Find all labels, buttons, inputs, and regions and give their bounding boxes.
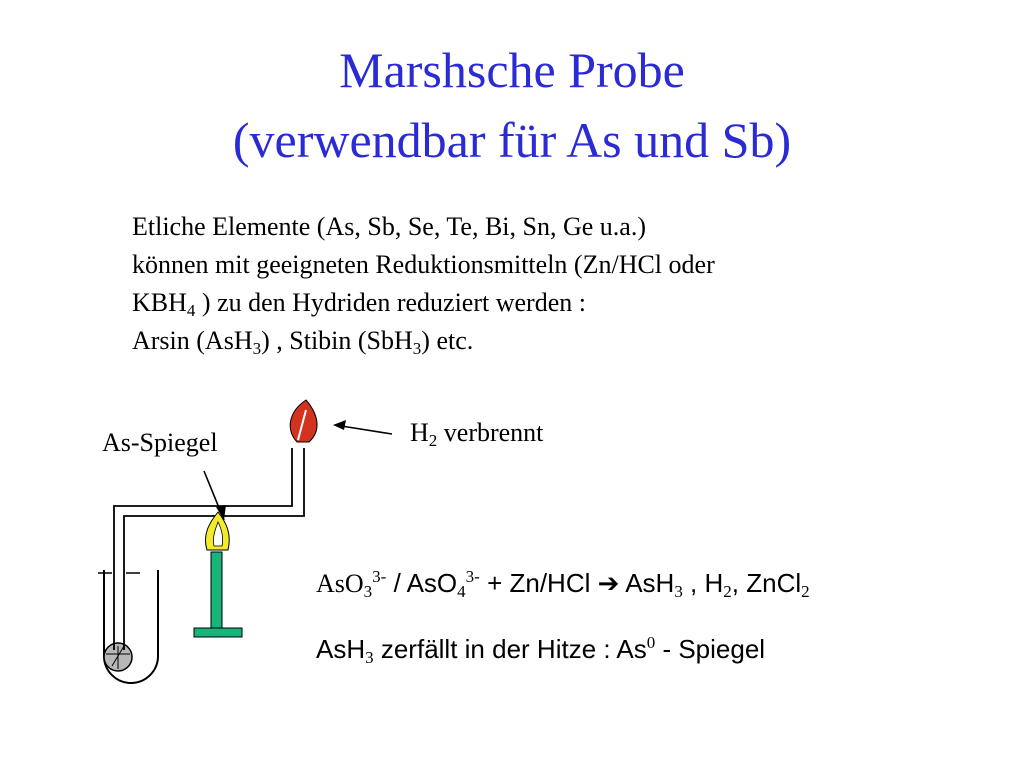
eq1-zncl2: , ZnCl [731,568,802,598]
eq2-as0-sup: 0 [646,633,656,652]
eq1-aso3: AsO [316,569,364,598]
eq1-znhcl: Zn/HCl [509,568,598,598]
eq1-ash3: AsH [619,568,675,598]
eq1-plus: + [479,568,510,598]
eq1-h2: , H [682,568,724,598]
slide-title-line2: (verwendbar für As und Sb) [232,112,792,168]
h2-label [410,418,543,448]
etc-text: ) etc. [421,326,474,355]
eq2-text: zerfällt in der Hitze : As [373,634,647,664]
h2-text: H [410,418,429,447]
eq1-aso3-sub: 3 [363,582,373,601]
stibin-subscript: 3 [412,339,422,358]
h2-arrowhead [333,420,346,430]
eq1-aso4: AsO [406,568,458,598]
arsin-text: Arsin (AsH [132,326,253,355]
h2-subscript: 2 [428,431,438,450]
eq1-aso4-sub: 4 [457,582,466,601]
equation-2 [316,634,765,665]
eq1-aso3-sup: 3- [372,567,387,586]
eq2-ash3: AsH [316,634,366,664]
intro-line-1: Etliche Elemente (As, Sb, Se, Te, Bi, Sn, Ge u.a.) [132,212,646,241]
burner-base [194,628,242,637]
eq1-slash: / [386,568,407,598]
kbh-text: KBH [132,288,187,317]
line3-rest: ) zu den Hydriden reduziert werden : [195,288,586,317]
as-spiegel-label: As-Spiegel [102,428,218,457]
eq1-aso4-sup: 3- [465,567,480,586]
h2-verbrennt: verbrennt [437,418,544,447]
equation-1 [316,568,810,599]
kbh-subscript: 4 [186,301,196,320]
eq2-spiegel: - Spiegel [655,634,766,664]
stibin-text: ) , Stibin (SbH [261,326,413,355]
glass-tube-outer [114,448,292,650]
slide-title-line1: Marshsche Probe [339,42,685,98]
reaction-arrow-icon: ➔ [597,569,620,598]
intro-line-2: können mit geeigneten Reduktionsmitteln (Zn/HCl oder [132,250,715,279]
eq2-ash3-sub: 3 [365,648,374,667]
burner-tube [211,552,222,630]
eq1-zncl2-sub: 2 [801,582,810,601]
eq1-ash3-sub: 3 [674,582,683,601]
arsin-subscript: 3 [252,339,262,358]
eq1-h2-sub: 2 [723,582,732,601]
